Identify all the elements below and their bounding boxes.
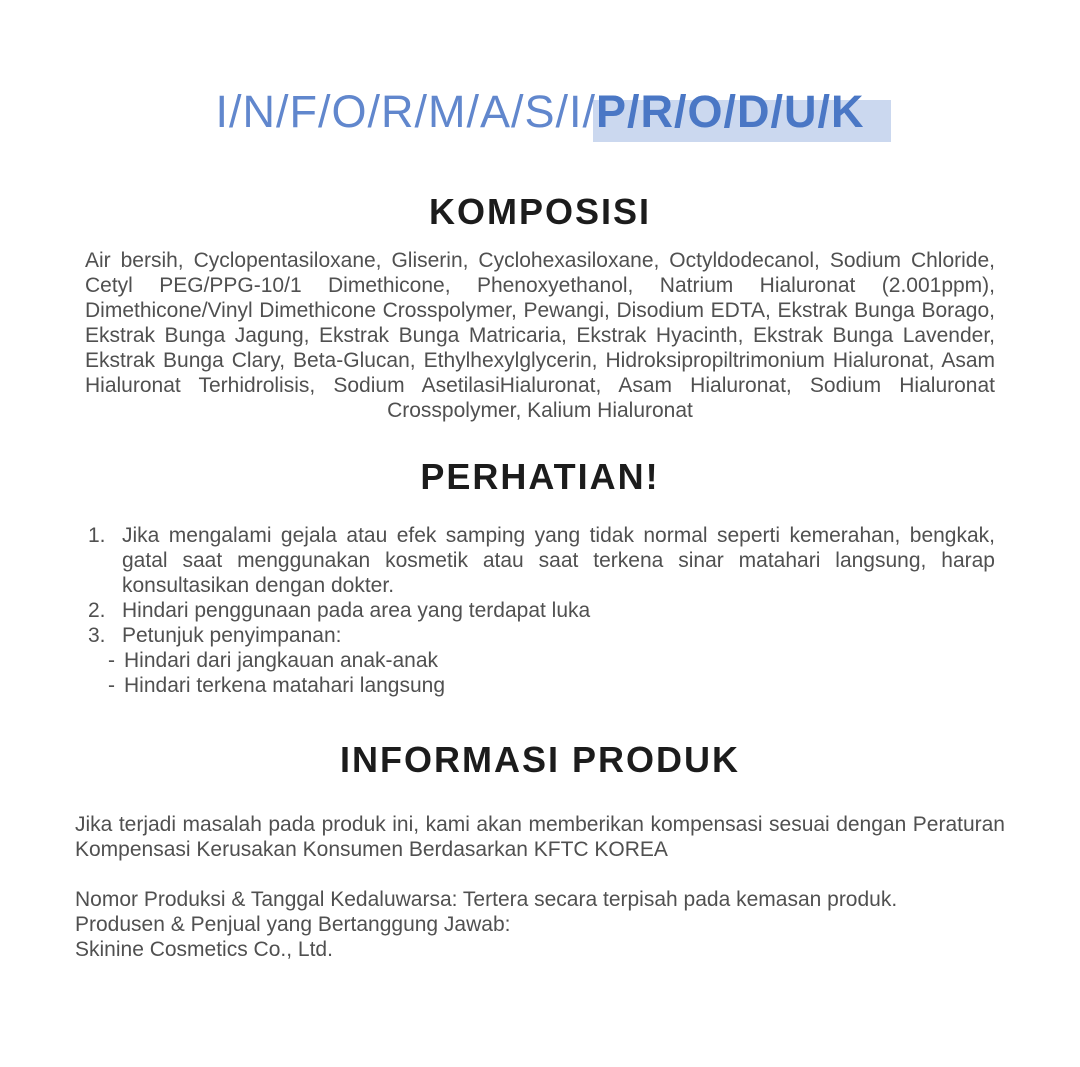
producer-label-line: Produsen & Penjual yang Bertanggung Jawab:	[75, 913, 511, 936]
warning-item-1-number: 1.	[88, 524, 106, 547]
perhatian-section	[0, 455, 1080, 698]
title-produk-highlighted-text: P/R/O/D/U/K	[596, 86, 865, 137]
komposisi-heading: KOMPOSISI	[428, 191, 652, 232]
warning-item-2	[88, 598, 995, 623]
storage-note-2-dash: -	[108, 674, 115, 697]
storage-note-1-dash: -	[108, 649, 115, 672]
informasi-produk-heading: INFORMASI PRODUK	[340, 739, 740, 780]
warning-item-3	[88, 623, 995, 648]
compensation-paragraph: Jika terjadi masalah pada produk ini, kami akan memberikan kompensasi sesuai dengan Peraturan Kompensasi Kerusakan Konsumen Berdasarkan KFTC KOREA	[75, 813, 1005, 861]
production-number-paragraph: Nomor Produksi & Tanggal Kedaluwarsa: Tertera secara terpisah pada kemasan produk.	[75, 888, 898, 911]
warning-list	[88, 523, 995, 698]
komposisi-section	[0, 190, 1080, 423]
page-title	[0, 84, 1080, 140]
company-name-line: Skinine Cosmetics Co., Ltd.	[75, 938, 333, 961]
ingredients-paragraph: Air bersih, Cyclopentasiloxane, Gliserin, Cyclohexasiloxane, Octyldodecanol, Sodium Chloride, Cetyl PEG/PPG-10/1 Dimethicone, Phenoxyethanol, Natrium Hialuronat (2.001ppm), Dimethicone/Vinyl Dimethicone Crosspolymer, Pewangi, Disodium EDTA, Ekstrak Bunga Borago, Ekstrak Bunga Jagung, Ekstrak Bunga Matricaria, Ekstrak Hyacinth, Ekstrak Bunga Lavender, Ekstrak Bunga Clary, Beta-Glucan, Ethylhexylglycerin, Hidroksipropiltrimonium Hialuronat, Asam Hialuronat Terhidrolisis, Sodium AsetilasiHialuronat, Asam Hialuronat, Sodium Hialuronat Crosspolymer, Kalium Hialuronat	[85, 249, 995, 422]
product-info-block	[75, 812, 1005, 962]
storage-note-1-text: Hindari dari jangkauan anak-anak	[124, 649, 439, 672]
warning-item-3-text: Petunjuk penyimpanan:	[122, 624, 342, 647]
warning-item-2-text: Hindari penggunaan pada area yang terdapat luka	[122, 599, 591, 622]
perhatian-heading: PERHATIAN!	[420, 456, 660, 497]
warning-item-2-number: 2.	[88, 599, 106, 622]
informasi-produk-section	[0, 738, 1080, 962]
storage-note-2	[108, 673, 995, 698]
warning-item-1	[88, 523, 995, 598]
storage-note-1	[108, 648, 995, 673]
warning-item-1-text: Jika mengalami gejala atau efek samping yang tidak normal seperti kemerahan, bengkak, gatal saat menggunakan kosmetik atau saat terkena sinar matahari langsung, harap konsultasikan dengan dokter.	[122, 524, 995, 597]
warning-item-3-number: 3.	[88, 624, 106, 647]
storage-note-2-text: Hindari terkena matahari langsung	[124, 674, 446, 697]
title-informasi-text: I/N/F/O/R/M/A/S/I/	[215, 86, 596, 137]
